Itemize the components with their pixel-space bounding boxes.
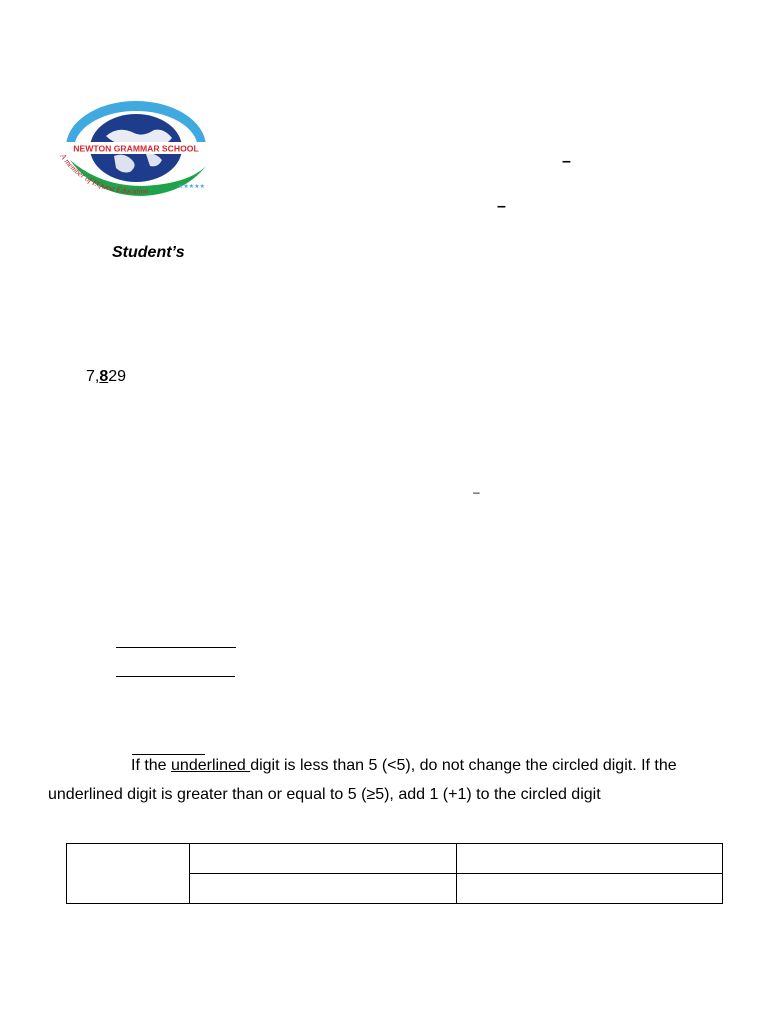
number-prefix: 7, xyxy=(86,368,100,385)
logo-tagline: A member of EQuest Education xyxy=(58,151,149,196)
number-suffix: 29 xyxy=(108,368,127,385)
dash-mark: – xyxy=(497,198,506,215)
heading-blank xyxy=(132,754,205,755)
answer-table xyxy=(66,843,723,904)
logo-school-name: NEWTON GRAMMAR SCHOOL xyxy=(73,143,199,154)
table-cell[interactable] xyxy=(457,874,723,904)
example-number xyxy=(86,368,126,386)
students-heading: Student’s xyxy=(112,244,185,261)
table-cell[interactable] xyxy=(190,844,457,874)
dash-mark: – xyxy=(473,485,480,499)
table-cell[interactable] xyxy=(67,844,190,904)
rule-text: If the xyxy=(131,757,172,774)
underlined-digit: 8 xyxy=(99,368,109,385)
rounding-rule-line-2: underlined digit is greater than or equal to 5 (≥5), add 1 (+1) to the circled digit xyxy=(48,786,601,803)
dash-mark: – xyxy=(562,153,571,170)
rule-text: digit is less than 5 (<5), do not change the circled digit. If the xyxy=(250,757,677,774)
answer-blank[interactable] xyxy=(116,647,236,648)
answer-blank[interactable] xyxy=(116,676,235,677)
rounding-rule-line-1 xyxy=(131,756,677,776)
stars-icon: ★★★★★ xyxy=(178,183,205,190)
table-cell[interactable] xyxy=(190,874,457,904)
school-logo xyxy=(56,96,216,212)
rule-underlined-word: underlined xyxy=(171,757,251,774)
table-cell[interactable] xyxy=(457,844,723,874)
